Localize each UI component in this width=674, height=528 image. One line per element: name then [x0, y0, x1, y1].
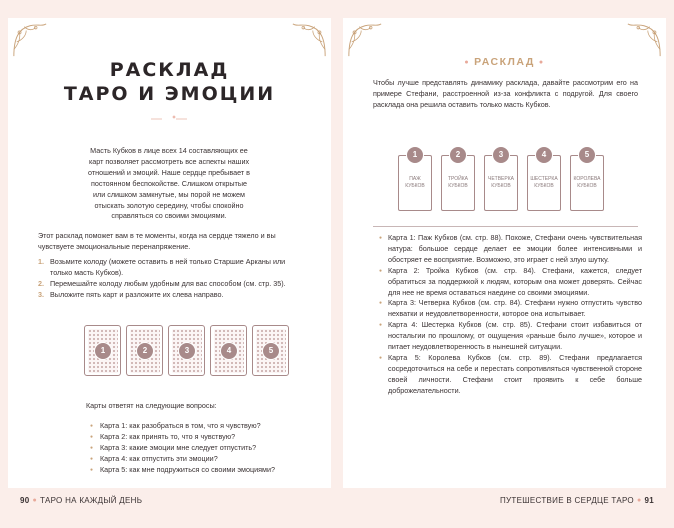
card-number-badge: 5 — [578, 146, 596, 164]
list-item: ● Карта 5: как мне подружиться со своими эмоциями? — [90, 465, 310, 476]
list-item: 2. Перемешайте колоду любым удобным для вас способом (см. стр. 35). — [38, 278, 286, 288]
card-number-badge: 1 — [94, 342, 112, 360]
bullet-dot-icon: ● — [464, 58, 471, 66]
tarot-card — [126, 325, 163, 376]
card-name: ТРОЙКА КУБКОВ — [447, 176, 468, 189]
page-title-line1: РАСКЛАД — [109, 59, 230, 81]
card-number-badge: 4 — [535, 146, 553, 164]
bullet-dot-icon: ● — [32, 497, 38, 505]
card-number-badge: 2 — [449, 146, 467, 164]
card-name: ПАЖ КУБКОВ — [405, 176, 425, 189]
book-title: ТАРО НА КАЖДЫЙ ДЕНЬ — [40, 496, 143, 505]
footer-right — [500, 496, 654, 505]
tarot-card — [168, 325, 205, 376]
page-number: 90 — [20, 496, 30, 505]
list-item: ● Карта 2: как принять то, что я чувствую? — [90, 432, 310, 443]
ornament-corner-icon — [625, 21, 663, 59]
card-number-badge: 4 — [220, 342, 238, 360]
card-name: ШЕСТЕРКА КУБКОВ — [530, 176, 558, 189]
intro-paragraph: Чтобы лучше представлять динамику расклада, давайте рассмотрим его на примере Стефани, расстроенной из-за конфликта с подругой. Для своего расклада она решила оставить только масть Кубков. — [373, 78, 638, 109]
page-title-line2: ТАРО И ЭМОЦИИ — [63, 83, 276, 105]
tarot-card — [210, 325, 247, 376]
card-number-badge: 5 — [262, 342, 280, 360]
ornament-corner-icon — [290, 21, 328, 59]
list-item: 3. Выложите пять карт и разложите их слева направо. — [38, 289, 224, 299]
list-item: ● Карта 2: Тройка Кубков (см. стр. 84). Стефани, кажется, следует обратиться за поддержкой к людям, которым она может доверять. Сейчас для нее не время оставаться наедине со своими эмоциями. — [379, 266, 642, 299]
footer-left — [20, 496, 142, 505]
page-number: 91 — [644, 496, 654, 505]
example-spread — [398, 146, 605, 212]
intro-paragraph: Масть Кубков в лице всех 14 составляющих ее карт позволяет рассмотреть все аспекты наших отношений и эмоций. Наше сердце пребывает в постоянном беспокойстве. Слишком открытые или слишком замкнутые, мы порой не можем отыскать золотую середину, чтобы спокойно справляться со своими эмоциями. — [88, 146, 250, 221]
questions-intro: Карты ответят на следующие вопросы: — [86, 401, 217, 410]
tarot-card — [84, 325, 121, 376]
list-item: ● Карта 5: Королева Кубков (см. стр. 89). Стефани предлагается сосредоточиться на себе и перестать сопротивляться чувственной стороне своей личности. Стефани стоит проявить к себе больше доброжелательности. — [379, 353, 642, 397]
card-number-badge: 3 — [492, 146, 510, 164]
readings-list — [379, 233, 642, 397]
card-name: ЧЕТВЕРКА КУБКОВ — [488, 176, 514, 189]
card-number-badge: 2 — [136, 342, 154, 360]
list-item: ● Карта 4: как отпустить эти эмоции? — [90, 454, 310, 465]
questions-list — [90, 421, 310, 476]
chapter-title: ПУТЕШЕСТВИЕ В СЕРДЦЕ ТАРО — [499, 496, 634, 505]
bullet-dot-icon: ● — [538, 58, 545, 66]
section-heading: ● РАСКЛАД ● — [464, 56, 545, 68]
left-page — [8, 18, 331, 488]
list-item: ● Карта 4: Шестерка Кубков (см. стр. 85). Стефани стоит избавиться от ностальгии по прошлому, от ощущения «раньше было лучше», которое и питает неудовлетворенность в нынешней ситуации. — [379, 320, 642, 353]
lead-paragraph: Этот расклад поможет вам в те моменты, когда на сердце тяжело и вы чувствуете эмоциональные перенапряжение. — [38, 231, 276, 251]
list-item: 1. Возьмите колоду (можете оставить в ней только Старшие Арканы или только масть Кубков). — [38, 257, 286, 277]
card-name: КОРОЛЕВА КУБКОВ — [573, 176, 601, 189]
tarot-card — [252, 325, 289, 376]
list-item: ● Карта 3: какие эмоции мне следует отпустить? — [90, 443, 310, 454]
bullet-dot-icon: ● — [636, 497, 642, 505]
right-page — [343, 18, 666, 488]
card-number-badge: 3 — [178, 342, 196, 360]
crescent-star-icon — [149, 109, 189, 129]
spread-cards — [84, 325, 290, 376]
list-item: ● Карта 1: Паж Кубков (см. стр. 88). Похоже, Стефани очень чувствительная натура: большое сердце делает ее эмоции более интенсивными и обостряет ее восприятие. Возможно, это играет с ней злую шутку. — [379, 233, 642, 266]
ornament-corner-icon — [11, 21, 49, 59]
divider — [373, 226, 638, 227]
list-item: ● Карта 3: Четверка Кубков (см. стр. 84). Стефани нужно отпустить чувство нехватки и неудовлетворенности, которое она испытывает. — [379, 298, 642, 320]
list-item: ● Карта 1: как разобраться в том, что я чувствую? — [90, 421, 310, 432]
steps-list — [38, 257, 288, 301]
card-number-badge: 1 — [406, 146, 424, 164]
ornament-corner-icon — [346, 21, 384, 59]
